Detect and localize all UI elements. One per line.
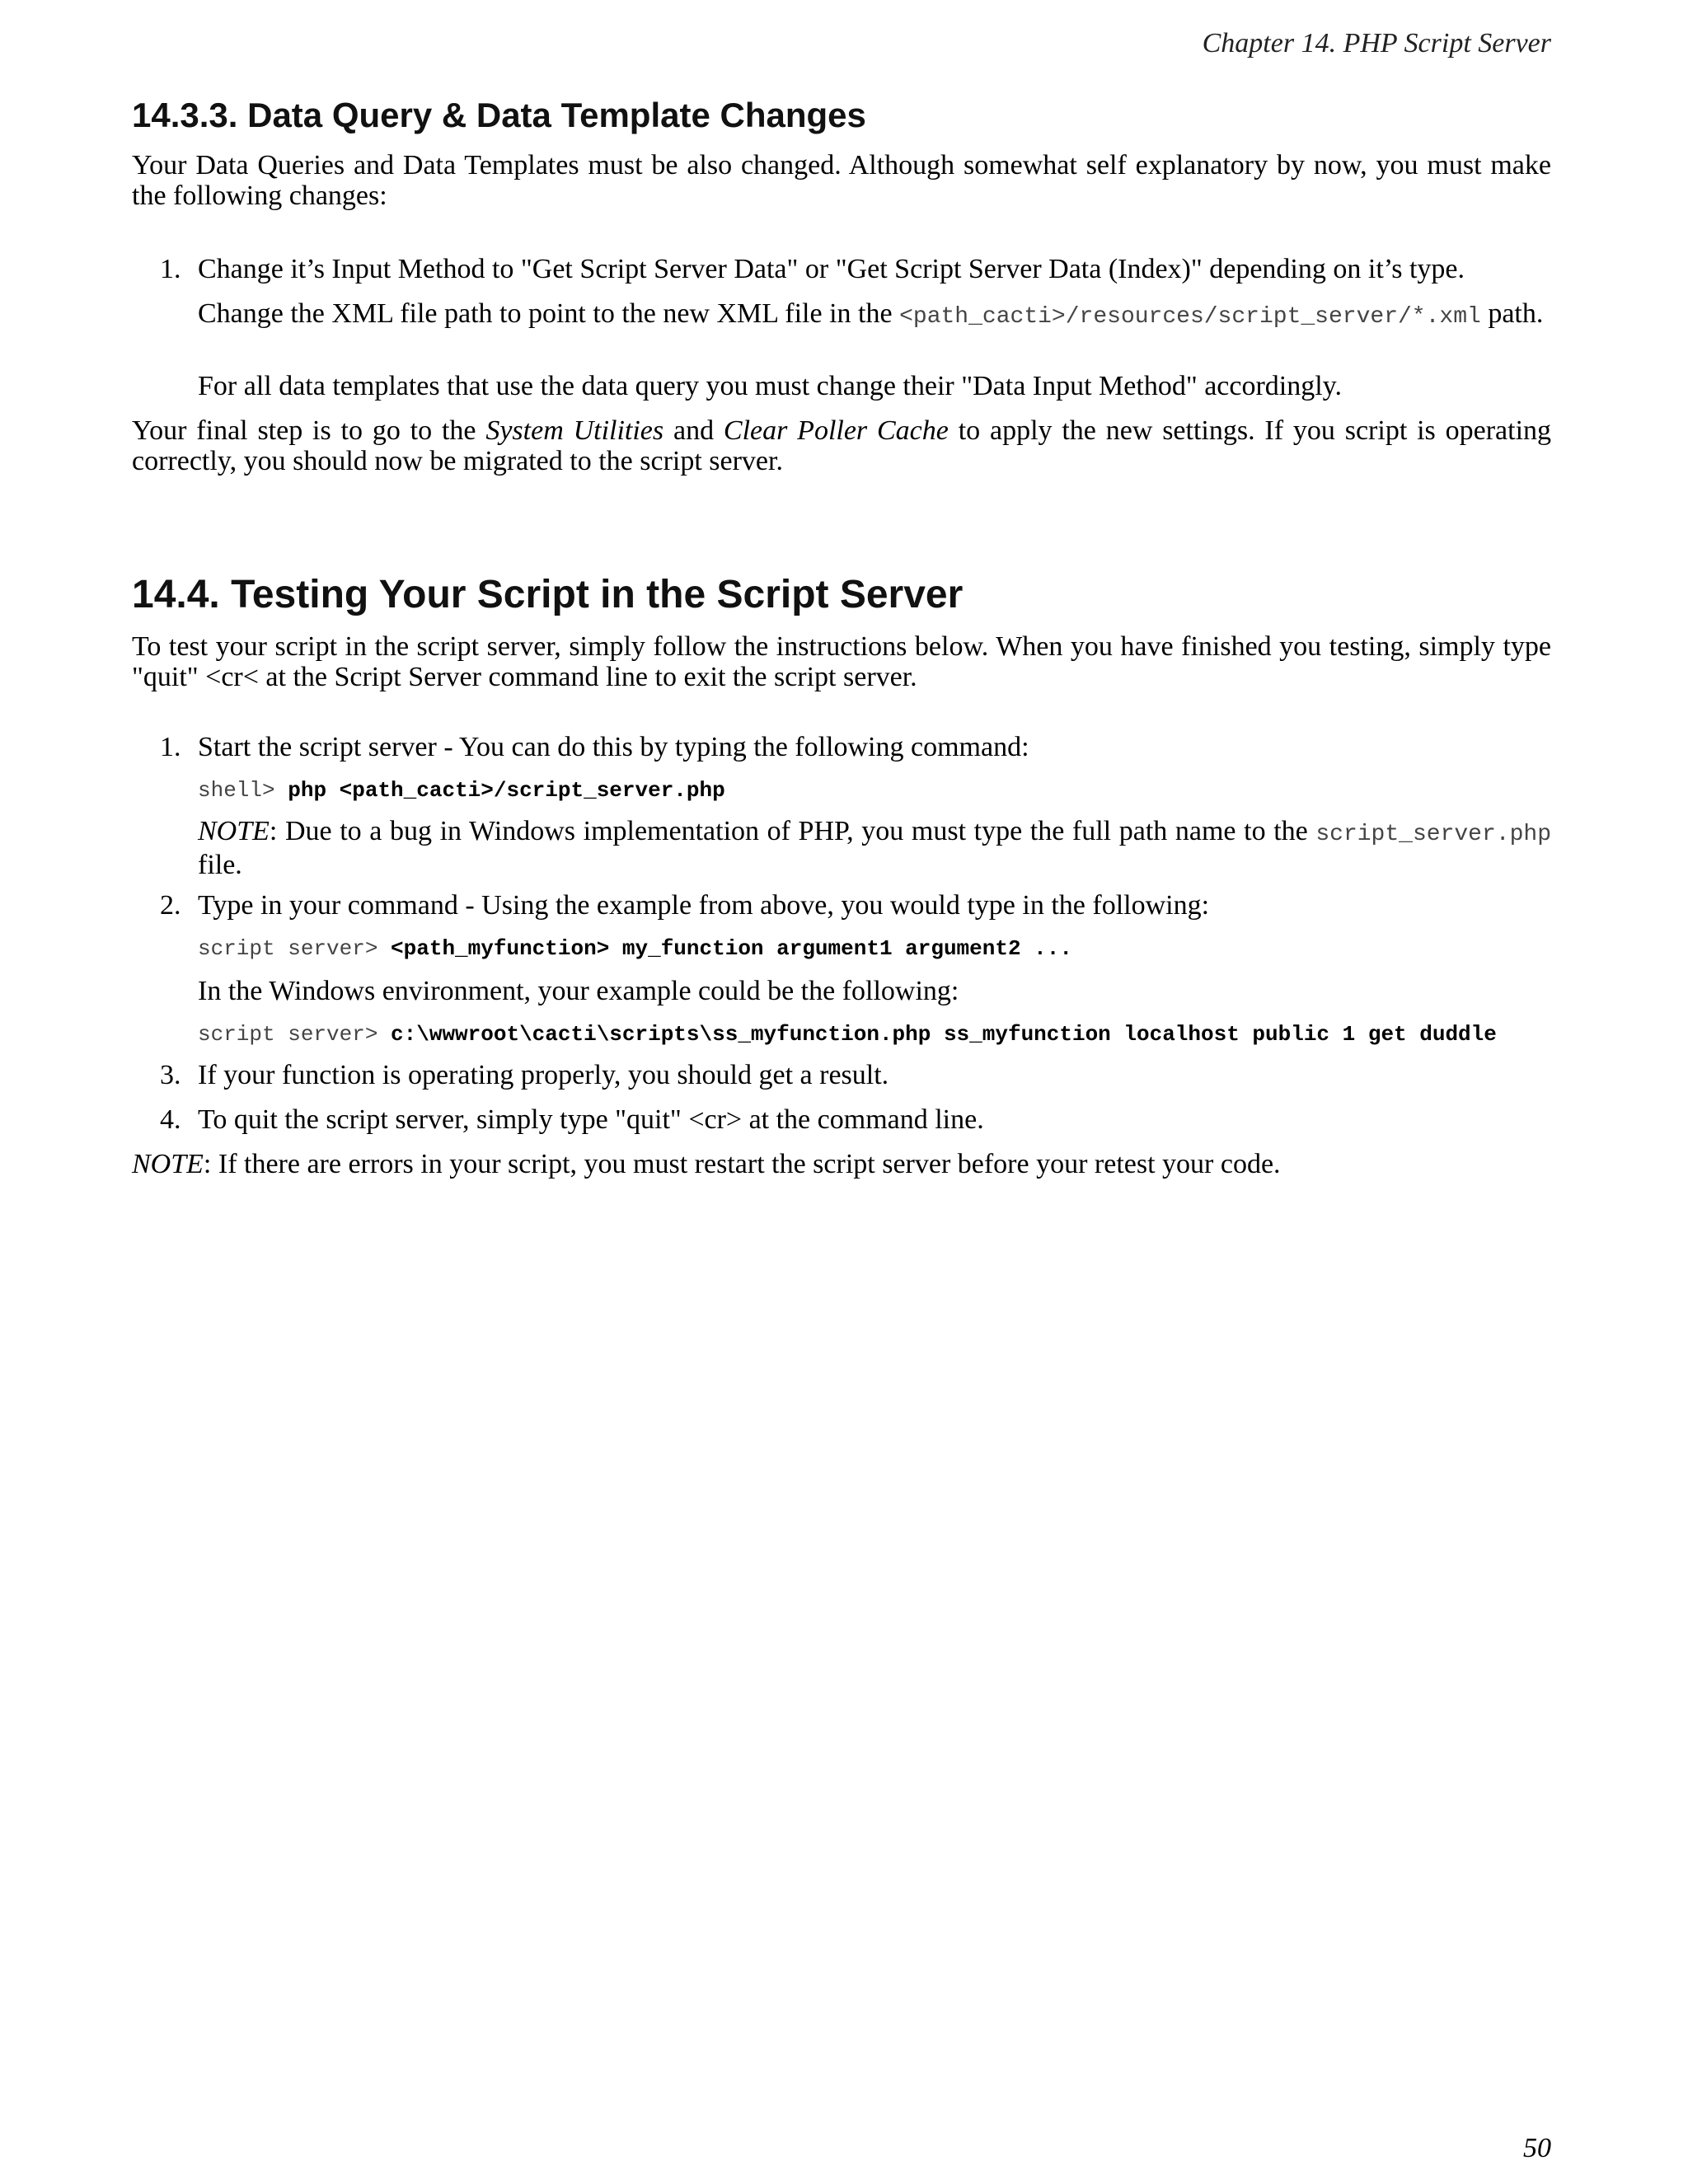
section-14-3-3-intro: Your Data Queries and Data Templates must be also changed. Although somewhat self explanatory by now, you must make the following changes: xyxy=(132,150,1551,211)
command-prompt: script server> xyxy=(198,1022,378,1047)
step-text: To quit the script server, simply type "quit" <cr> at the command line. xyxy=(198,1104,984,1135)
system-utilities-term: System Utilities xyxy=(485,415,664,446)
step-text: If your function is operating properly, you should get a result. xyxy=(198,1060,889,1090)
final-step-text: Your final step is to go to the xyxy=(132,415,486,446)
shell-command xyxy=(198,778,1615,803)
step-2 xyxy=(160,890,1551,921)
note-label: NOTE xyxy=(132,1149,204,1179)
xml-path-text-after: path. xyxy=(1480,298,1544,329)
final-step-text: and xyxy=(663,415,724,446)
note-text: : Due to a bug in Windows implementation of PHP, you must type the full path name to the xyxy=(269,816,1316,846)
list-item-1-input-method xyxy=(160,254,1551,284)
section-heading-14-3-3: 14.3.3. Data Query & Data Template Changes xyxy=(132,96,866,134)
note-code: script_server.php xyxy=(1315,822,1551,847)
command-prompt: script server> xyxy=(198,936,378,961)
step-text: Start the script server - You can do this by typing the following command: xyxy=(198,732,1029,762)
list-number: 1. xyxy=(160,732,181,762)
step-1 xyxy=(160,732,1551,762)
windows-example-text: In the Windows environment, your example could be the following: xyxy=(198,976,959,1006)
list-item-1-data-templates: For all data templates that use the data query you must change their "Data Input Method" accordingly. xyxy=(198,371,1342,401)
script-server-command xyxy=(198,936,1615,961)
list-item-1-xml-path xyxy=(198,298,1551,332)
section-14-3-3-final-step xyxy=(132,415,1551,476)
list-number: 1. xyxy=(160,254,181,284)
section-14-4-intro: To test your script in the script server, simply follow the instructions below. When you have finished you testing, simply type "quit" <cr< at the Script Server command line to exit the script server. xyxy=(132,631,1551,692)
section-heading-14-4: 14.4. Testing Your Script in the Script Server xyxy=(132,573,964,616)
step-4 xyxy=(160,1104,1551,1135)
command-text: c:\wwwroot\cacti\scripts\ss_myfunction.php ss_myfunction localhost public 1 get duddle xyxy=(391,1022,1497,1047)
list-number: 2. xyxy=(160,890,181,921)
step-3 xyxy=(160,1060,1551,1090)
step-1-note xyxy=(198,816,1551,880)
command-prompt: shell> xyxy=(198,778,275,803)
clear-poller-cache-term: Clear Poller Cache xyxy=(723,415,949,446)
list-item-text: Change it’s Input Method to "Get Script Server Data" or "Get Script Server Data (Index)" depending on it’s type. xyxy=(198,254,1465,284)
note-text: : If there are errors in your script, you must restart the script server before your retest your code. xyxy=(203,1149,1281,1179)
windows-command xyxy=(198,1022,1615,1047)
list-number: 4. xyxy=(160,1104,181,1135)
note-label: NOTE xyxy=(198,816,270,846)
command-text: <path_myfunction> my_function argument1 argument2 ... xyxy=(391,936,1072,961)
note-after: file. xyxy=(198,850,242,880)
page-number: 50 xyxy=(1523,2133,1551,2163)
final-note xyxy=(132,1149,1551,1179)
list-number: 3. xyxy=(160,1060,181,1090)
command-text: php <path_cacti>/script_server.php xyxy=(288,778,725,803)
xml-path-text: Change the XML file path to point to the new XML file in the xyxy=(198,298,900,329)
step-text: Type in your command - Using the example from above, you would type in the following: xyxy=(198,890,1210,921)
running-header: Chapter 14. PHP Script Server xyxy=(1202,28,1551,59)
final-step-text: to apply the new settings. If you script is operating correctly, you should now be migrated to the script server. xyxy=(132,415,1552,476)
xml-path-code: <path_cacti>/resources/script_server/*.xml xyxy=(899,304,1481,330)
